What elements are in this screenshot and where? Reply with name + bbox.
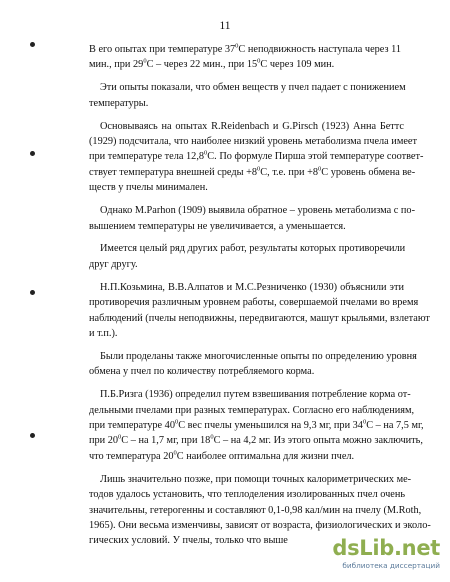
text-line: друг другу.	[89, 258, 138, 270]
text-line: и т.п.).	[89, 328, 118, 339]
watermark	[328, 536, 440, 572]
page-number: 11	[219, 20, 231, 32]
margin-dot	[30, 42, 35, 47]
text-line: температуры.	[89, 97, 149, 109]
margin-dot	[30, 433, 35, 438]
text-line: наблюдений (пчелы неподвижны, передвигаются, машут крыльями, взлетают	[89, 312, 430, 324]
text-line: при $20^0С$ – на 1,7 мг, при $18^0С$ – на 4,2 мг. Из этого опыта можно заключить,	[89, 434, 423, 447]
paragraph-3	[89, 119, 424, 196]
document-body	[89, 42, 431, 549]
text-line: (1929) подсчитала, что наиболее низкий уровень метаболизма пчела имеет	[89, 136, 417, 148]
text-line: ществ у пчелы минимален.	[89, 182, 208, 194]
text-line: обмена у пчел по количеству потребляемого корма.	[89, 366, 315, 378]
text-line: Лишь значительно позже, при помощи точных калориметрических ме-	[100, 473, 412, 485]
paragraph-7	[89, 349, 417, 380]
paragraph-1	[89, 42, 404, 73]
paragraph-4	[89, 203, 416, 234]
paragraph-5	[89, 241, 404, 272]
text-line: Основываясь на опытах R.Reidenbach и G.Pirsch (1923) Анна Беттс	[100, 120, 404, 132]
text-line: тодов удалось установить, что теплоделения изолированных пчел очень	[89, 489, 406, 501]
text-line: 1965). Они весьма изменчивы, зависят от возраста, физиологических и эколо-	[89, 519, 431, 531]
text-line: В его опытах при температуре $37^0С$ неподвижность наступала через 11	[89, 42, 402, 55]
paragraph-6	[89, 280, 430, 342]
margin-dot	[30, 151, 35, 156]
text-line: вышением температуры не увеличивается, а уменьшается.	[89, 220, 346, 232]
text-line: дельными пчелами при разных температурах. Согласно его наблюдениям,	[89, 404, 415, 416]
watermark-subtitle: библиотека диссертаций	[342, 561, 440, 570]
text-line: значительны, гетерогенны и составляют 0,1-0,98 кал/мин на пчелу (M.Roth,	[89, 504, 422, 516]
text-line: мин., при $29^0С$ – через 22 мин., при $15^0С$ через 109 мин.	[89, 57, 335, 71]
paragraph-8	[89, 387, 424, 464]
margin-dot	[30, 290, 35, 295]
text-line: что температура $20^0С$ наиболее оптимальна для жизни пчел.	[89, 449, 355, 462]
watermark-logo: dsLib.net	[332, 536, 440, 560]
text-line: Были проделаны также многочисленные опыты по определению уровня	[100, 350, 417, 362]
text-line: Однако M.Parhon (1909) выявила обратное – уровень метаболизма с по-	[100, 205, 416, 217]
text-line: при температуре тела 12,8$^0$С. По формуле Пирша этой температуре соответ-	[89, 150, 424, 163]
text-line: Имеется целый ряд других работ, результаты которых противоречили	[100, 243, 406, 255]
paragraph-2	[89, 80, 404, 111]
text-line: П.Б.Ризга (1936) определил путем взвешивания потребление корма от-	[100, 389, 411, 401]
text-line: Эти опыты показали, что обмен веществ у пчел падает с понижением	[100, 82, 406, 94]
text-line: Н.П.Козьмина, В.В.Алпатов и М.С.Резниченко (1930) объяснили эти	[100, 281, 404, 293]
text-line: гических условий. У пчелы, только что выше	[89, 535, 288, 547]
text-line: при температуре $40^0С$ вес пчелы уменьшился на 9,3 мг, при $34^0С$ – на 7,5 мг,	[89, 418, 424, 432]
text-line: ствует температура внешней среды $+8^0С$, т.е. при $+8^0С$ уровень обмена ве-	[89, 165, 416, 178]
text-line: противоречия различным уровнем работы, совершаемой пчелами во время	[89, 297, 419, 309]
